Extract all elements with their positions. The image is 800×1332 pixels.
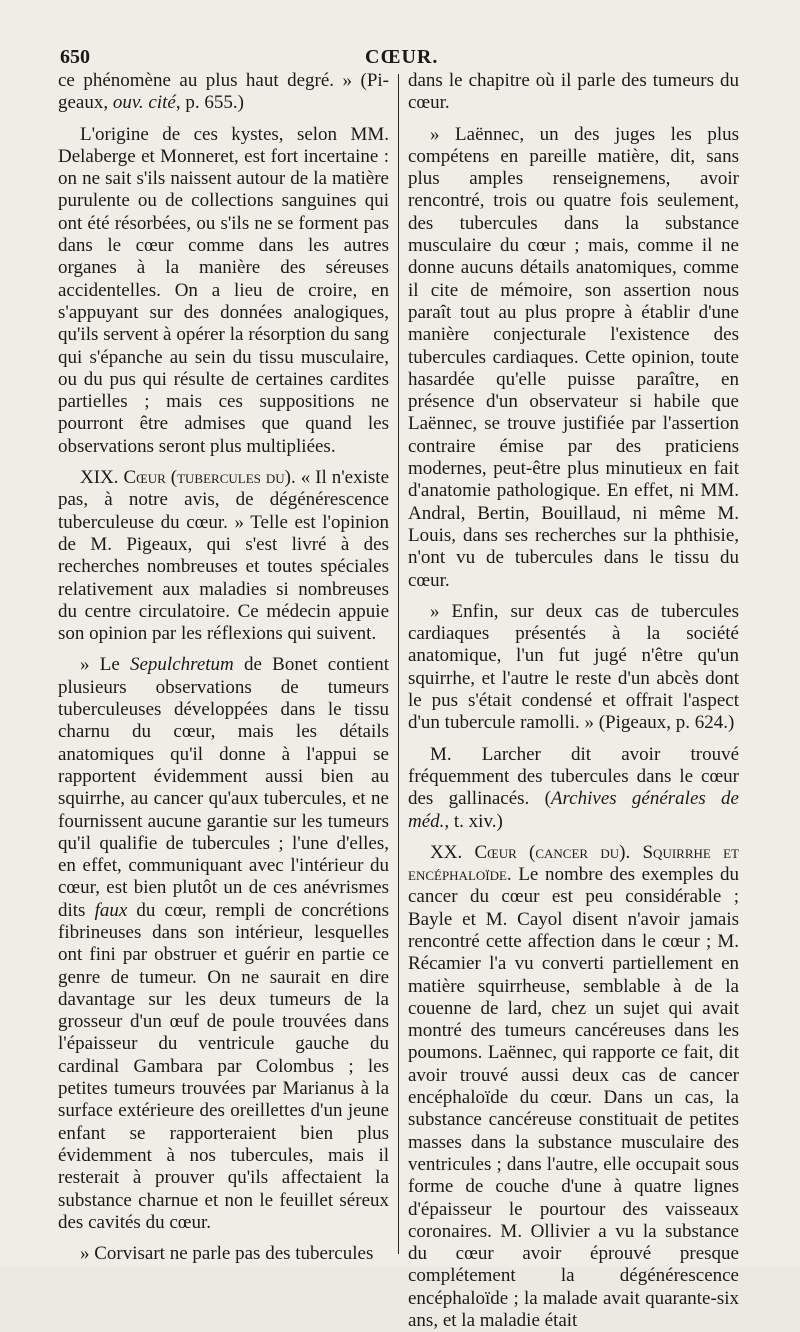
text-run: , p. 655.) [175, 92, 244, 114]
section-heading: XIX. Cœur (tubercules du). [80, 467, 296, 489]
running-title: CŒUR. [365, 46, 439, 68]
paragraph: » Corvisart ne parle pas des tubercules [80, 1243, 374, 1265]
paragraph [58, 654, 389, 1234]
paragraph [58, 70, 389, 115]
text-run: , t. xiv.) [444, 810, 503, 832]
paragraph: » Enfin, sur deux cas de tubercules cardiaques présentés à la société anatomique, l'un fut jugé n'être qu'un squirrhe, et l'autre le reste d'un abcès dont le pus s'était condensé et offrait l'aspect d'un tubercule ramolli. » (Pigeaux, p. 624.) [408, 600, 739, 734]
italic-title: Sepulchretum [130, 654, 234, 676]
section-xix [58, 467, 389, 645]
paragraph [408, 744, 739, 833]
section-xx [408, 842, 739, 1332]
paragraph: » Laënnec, un des juges les plus compétens en pareille matière, dit, sans plus amples renseignemens, avoir rencontré, trois ou quatre fois seulement, des tubercules dans la substance musculaire du cœur ; mais, comme il ne donne aucuns détails anatomiques, comme il cite de mémoire, son assertion nous paraît tout au plus propre à établir d'une manière conjecturale l'existence des tubercules cardiaques. Cette opinion, toute hasardée qu'elle puisse paraître, en présence d'un observateur si habile que Laënnec, se trouve justifiée par l'assertion contraire émise par des praticiens modernes, peut-être plus minutieux en fait d'anatomie pathologique. En effet, ni MM. Andral, Bertin, Bouillaud, ni même M. Louis, dans ses recherches sur la phthisie, n'ont vu de tubercules dans le tissu du cœur. [408, 123, 739, 591]
text-run: de Bonet contient plusieurs observations de tumeurs tuberculeuses développées dans le tissu charnu du cœur, mais les détails anatomiques qu'il donne à l'appui se rapportent évidemment aussi bien au squirrhe, au cancer qu'aux tubercules, et ne fournissent aucune garantie sur les tumeurs qu'il qualifie de tubercules ; l'une d'elles, en effet, communiquant avec l'intérieur du cœur, est bien plutôt un de ces anévrismes dits [58, 654, 389, 921]
italic-citation: ouv. cité [112, 92, 176, 114]
page-number: 650 [60, 46, 90, 68]
text-run: ce phénomène au plus haut degré. » (Pi-geaux, [58, 70, 389, 114]
italic-citation: Archives générales de méd. [408, 788, 739, 832]
text-run: Le nombre des exemples du cancer du cœur est peu considérable ; Bayle et M. Cayol disent n'avoir jamais rencontré cette affection dans le cœur ; M. Récamier l'a vu converti partiellement en matière squirrheuse, semblable à de la couenne de lard, chez un sujet qui avait montré des tumeurs cancéreuses dans les poumons. Laënnec, qui rapporte ce fait, dit avoir trouvé aussi deux cas de cancer encéphaloïde du cœur. Dans un cas, la substance cancéreuse constituait de petites masses dans la substance musculaire des ventricules ; dans l'autre, elle occupait sous forme de couche d'une à quatre lignes d'épaisseur le pourtour des vaisseaux coronaires. M. Ollivier a vu la substance du cœur avoir éprouvé presque complétement la dégénérescence encéphaloïde ; la malade avait quarante-six ans, et la maladie était [408, 864, 739, 1332]
text-run: M. Larcher dit avoir trouvé fréquemment des tubercules dans le cœur des gallinacés. ( [408, 743, 739, 810]
text-run: » Le [80, 654, 130, 676]
section-heading: XX. Cœur (cancer du). Squirrhe et encéphaloïde. [408, 841, 739, 886]
text-run: « Il n'existe pas, à notre avis, de dégénérescence tuberculeuse du cœur. » Telle est l'opinion de M. Pigeaux, qui s'est livré à des recherches nombreuses et toutes spéciales relativement aux maladies si nombreuses du centre circulatoire. Ce médecin appuie son opinion par les réflexions qui suivent. [58, 467, 389, 645]
text-run: du cœur, rempli de concrétions fibrineuses dans son intérieur, lesquelles ont fini par obstruer et guérir en partie ce genre de tumeur. On ne saurait en dire davantage sur les deux tumeurs de la grosseur d'un œuf de poule trouvées dans l'épaisseur du ventricule gauche du cardinal Gambara par Colombus ; les petites tumeurs trouvées par Marianus à la surface extérieure des oreillettes d'un jeune enfant se rapporteraient bien plus évidemment à nos tubercules, mais il resterait à prouver qu'ils affectaient la substance charnue et non le feuillet séreux des cavités du cœur. [58, 899, 389, 1233]
paragraph: L'origine de ces kystes, selon MM. Delaberge et Monneret, est fort incertaine : on ne sait s'ils naissent autour de la matière purulente ou de collections sanguines qui ont été résorbées, ou s'ils ne se forment pas dans le cœur comme dans les autres organes à la manière des séreuses accidentelles. On a lieu de croire, en s'appuyant sur des données analogiques, qu'ils servent à opérer la résorption du sang qui s'épanche au sein du tissu musculaire, ou du pus qui résulte de certaines cardites partielles ; mais ces suppositions ne pourront être admises que quand les observations seront plus multipliées. [58, 123, 389, 457]
right-column [408, 70, 739, 1332]
column-divider [398, 74, 399, 1254]
italic-term: faux [94, 899, 128, 921]
running-head [60, 44, 740, 72]
paragraph: dans le chapitre où il parle des tumeurs du cœur. [408, 70, 739, 114]
left-column [58, 70, 389, 1265]
